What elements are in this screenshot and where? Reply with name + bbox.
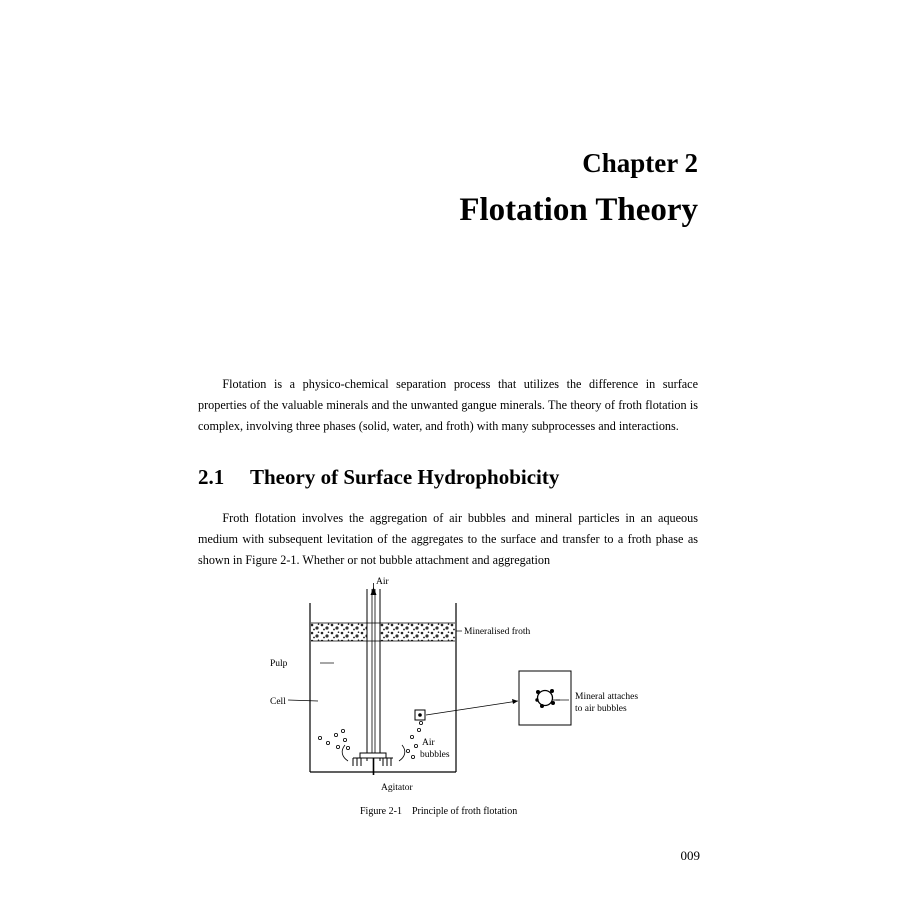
label-pulp: Pulp <box>270 659 288 669</box>
intro-paragraph: Flotation is a physico-chemical separation process that utilizes the difference in surface properties of the valuable minerals and the unwanted gangue minerals. The theory of froth flotation is complex, involving three phases (solid, water, and froth) with many subprocesses and interactions. <box>198 377 698 433</box>
froth-layer <box>311 623 455 641</box>
label-cell: Cell <box>270 697 286 707</box>
agitator <box>342 745 405 775</box>
figure-caption-text: Principle of froth flotation <box>411 806 518 817</box>
figure-caption-number: Figure 2-1 <box>360 806 402 817</box>
air-pipe <box>367 583 380 761</box>
label-air: Air <box>376 577 389 587</box>
label-mineral-line1: Mineral attaches <box>575 692 639 702</box>
particle-detail-marker <box>415 710 425 720</box>
section-number: 2.1 <box>198 465 225 489</box>
label-air-bubbles-line2: bubbles <box>420 750 450 760</box>
section-heading <box>198 465 559 490</box>
magnified-bubble-box <box>519 671 571 725</box>
figure-caption <box>360 806 560 817</box>
air-bubbles-left <box>318 729 349 749</box>
label-air-bubbles-line1: Air <box>422 738 435 748</box>
section-title: Theory of Surface Hydrophobicity <box>250 465 560 489</box>
chapter-number: Chapter 2 <box>582 148 698 178</box>
flotation-figure <box>250 575 670 815</box>
pointer-line <box>426 701 518 715</box>
label-agitator: Agitator <box>381 783 413 793</box>
section-paragraph: Froth flotation involves the aggregation of air bubbles and mineral particles in an aqueous medium with subsequent levitation of the aggregates to the surface and transfer to a froth phase as shown in Figure 2-1. Whether or not bubble attachment and aggregation <box>198 511 698 567</box>
page-number: 009 <box>680 848 700 863</box>
label-mineralised-froth: Mineralised froth <box>464 627 531 637</box>
chapter-title: Flotation Theory <box>459 192 698 228</box>
label-mineral-line2: to air bubbles <box>575 704 627 714</box>
flotation-cell-diagram <box>250 575 670 815</box>
